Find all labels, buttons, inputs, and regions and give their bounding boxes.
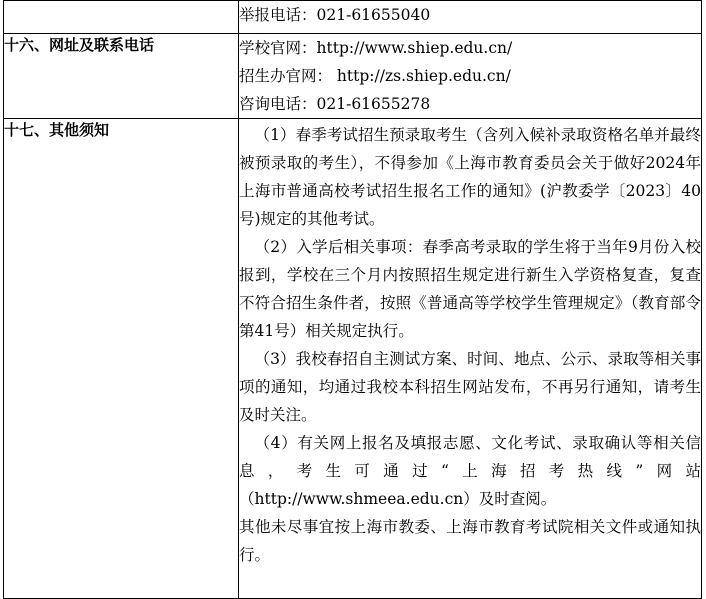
note-paragraph: （1）春季考试招生预录取考生（含列入候补录取资格名单并最终被预录取的考生），不得参加《上海市教育委员会关于做好2024年上海市普通高校考试招生报名工作的通知》(沪教委学〔2023〕40号)规定的其他考试。 — [239, 126, 701, 228]
row-content — [239, 1, 702, 34]
row-label-other-notes: 十七、其他须知 — [4, 119, 239, 599]
consult-phone-line: 咨询电话：021-61655278 — [239, 95, 431, 113]
note-paragraph: （3）我校春招自主测试方案、时间、地点、公示、录取等相关事项的通知，均通过我校本科招生网站发布，不再另行通知，请考生及时关注。 — [239, 350, 701, 424]
school-website-line: 学校官网：http://www.shiep.edu.cn/ — [239, 39, 513, 57]
report-phone-line: 举报电话：021-61655040 — [239, 6, 431, 24]
admissions-website-line: 招生办官网： http://zs.shiep.edu.cn/ — [239, 67, 511, 85]
info-table — [3, 0, 702, 599]
note-paragraph: （4）有关网上报名及填报志愿、文化考试、录取确认等相关信息，考生可通过“上海招考热线”网站（http://www.shmeea.edu.cn）及时查阅。 — [239, 434, 701, 508]
table-row — [4, 1, 702, 34]
closing-note: 其他未尽事宜按上海市教委、上海市教育考试院相关文件或通知执行。 — [239, 518, 701, 564]
table-row — [4, 119, 702, 599]
row-label-empty — [4, 1, 239, 34]
note-paragraph: （2）入学后相关事项：春季高考录取的学生将于当年9月份入校报到，学校在三个月内按照招生规定进行新生入学资格复查，复查不符合招生条件者，按照《普通高等学校学生管理规定》（教育部令第41号）相关规定执行。 — [239, 238, 701, 340]
row-label-website-contact: 十六、网址及联系电话 — [4, 34, 239, 119]
row-content-other-notes — [239, 119, 702, 599]
table-row — [4, 34, 702, 119]
row-content-website-contact — [239, 34, 702, 119]
